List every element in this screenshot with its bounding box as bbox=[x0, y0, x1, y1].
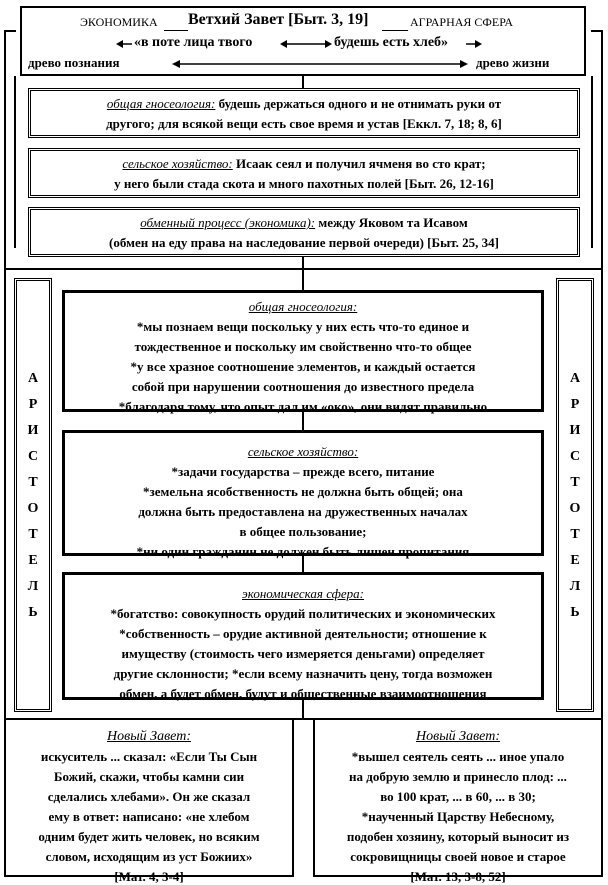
aristotle-letter-r4: Т bbox=[570, 475, 580, 490]
tree-arrow-icon bbox=[172, 58, 468, 70]
aristotle-letter-r8: Л bbox=[569, 579, 581, 594]
double-arrow-icon bbox=[280, 38, 332, 50]
aristotle-letter-l4: Т bbox=[28, 475, 38, 490]
aristotle-letter-l7: Е bbox=[28, 553, 38, 568]
quote-right: будешь есть хлеб» bbox=[334, 35, 449, 50]
center-link-1 bbox=[302, 76, 304, 88]
ot-gnoseology-heading: общая гносеология: bbox=[106, 96, 216, 111]
nt-left-heading: Новый Завет: bbox=[107, 729, 191, 744]
arrow-right-icon bbox=[466, 38, 482, 50]
aristotle-letter-l3: С bbox=[27, 449, 39, 464]
arist-agriculture-heading: сельское хозяйство: bbox=[247, 444, 359, 459]
inner-left-line bbox=[14, 76, 16, 248]
aristotle-letter-r2: И bbox=[569, 423, 581, 438]
quote-left: «в поте лица твого bbox=[134, 35, 253, 50]
arist-box-economic: экономическая сфера: *богатство: совокупность орудий политических и экономических *собственность – орудие активной деятельности; отношение к имуществу (стоимость чего измеряется деньгами) определяет другие склонности; *если всему назначить цену, тогда возможен обмен, а будет обмен, будут и общественные взаимоотношения bbox=[62, 572, 544, 700]
economics-tag: ЭКОНОМИКА bbox=[80, 15, 158, 29]
nt-box-left: Новый Завет: искуситель ... сказал: «Если Ты Сын Божий, скажи, чтобы камни сии сделались хлебами». Он же сказал ему в ответ: написано: «не хлебом одним будет жить человек, но всяким словом, исходящим из уст Божиих» [Мат. 4, 3-4] bbox=[4, 718, 294, 877]
ot-agriculture-heading: сельское хозяйство: bbox=[122, 156, 233, 171]
aristotle-column-left bbox=[14, 278, 52, 712]
inner-right-line bbox=[591, 76, 593, 248]
aristotle-letter-r9: Ь bbox=[570, 605, 580, 620]
aristotle-letter-l1: Р bbox=[28, 397, 38, 412]
nt-right-heading: Новый Завет: bbox=[416, 729, 500, 744]
ot-title-box bbox=[20, 6, 586, 76]
arrow-left-icon bbox=[116, 38, 132, 50]
center-link-2 bbox=[302, 255, 304, 269]
aristotle-letter-l0: А bbox=[27, 371, 39, 386]
left-connector-top bbox=[4, 30, 16, 32]
aristotle-letter-l2: И bbox=[27, 423, 39, 438]
arist-economic-heading: экономическая сфера: bbox=[242, 586, 364, 601]
ot-box-agriculture: сельское хозяйство: Исаак сеял и получил ячменя во сто крат; у него были стада скота и много пахотных полей [Быт. 26, 12-16] bbox=[28, 148, 580, 198]
ot-box-gnoseology: общая гносеология: будешь держаться одного и не отнимать руки от другого; для всякой вещи есть свое время и устав [Еккл. 7, 18; 8, 6] bbox=[28, 88, 580, 138]
aristotle-letter-l6: Т bbox=[28, 527, 38, 542]
aristotle-letter-l5: О bbox=[27, 501, 39, 516]
arist-box-agriculture: сельское хозяйство: *задачи государства – прежде всего, питание *земельна ясобственность не должна быть общей; она должна быть предоставлена на дружественных началах в общее пользование; *ни один гражданин не должен быть лишен пропитания bbox=[62, 430, 544, 556]
tree-knowledge: древо познания bbox=[28, 55, 120, 70]
ot-title: Ветхий Завет [Быт. 3, 19] bbox=[188, 11, 369, 28]
right-connector-top bbox=[591, 30, 603, 32]
aristotle-letter-l9: Ь bbox=[28, 605, 38, 620]
arist-gnoseology-heading: общая гносеология: bbox=[248, 299, 358, 314]
ot-box-exchange: обменный процесс (экономика): между Яковом та Исавом (обмен на еду права на наследование первой очереди) [Быт. 25, 34] bbox=[28, 207, 580, 257]
aristotle-letter-r3: С bbox=[569, 449, 581, 464]
arist-box-gnoseology: общая гносеология: *мы познаем вещи поскольку у них есть что-то единое и тождественное и поскольку им свойственно что-то общее *у все хразное соотношение элементов, и каждый остается собой при нарушении соотношения до известного предела *благодаря тому, что опыт дал им «око», они видят правильно bbox=[62, 290, 544, 412]
tree-life: древо жизни bbox=[476, 55, 550, 70]
aristotle-letter-r7: Е bbox=[570, 553, 580, 568]
aristotle-column-right bbox=[556, 278, 594, 712]
aristotle-letter-r1: Р bbox=[570, 397, 580, 412]
nt-box-right: Новый Завет: *вышел сеятель сеять ... иное упало на добрую землю и принесло плод: ... во 100 крат, ... в 60, ... в 30; *наученный Царству Небесному, подобен хозяину, который выносит из сокровищницы своей новое и старое [Мат. 13, 3-8, 52] bbox=[313, 718, 603, 877]
aristotle-letter-r5: О bbox=[569, 501, 581, 516]
aristotle-letter-r6: Т bbox=[570, 527, 580, 542]
aristotle-letter-r0: А bbox=[569, 371, 581, 386]
ot-exchange-heading: обменный процесс (экономика): bbox=[140, 215, 316, 230]
aristotle-letter-l8: Л bbox=[27, 579, 39, 594]
agrarian-tag: АГРАРНАЯ СФЕРА bbox=[410, 15, 514, 29]
